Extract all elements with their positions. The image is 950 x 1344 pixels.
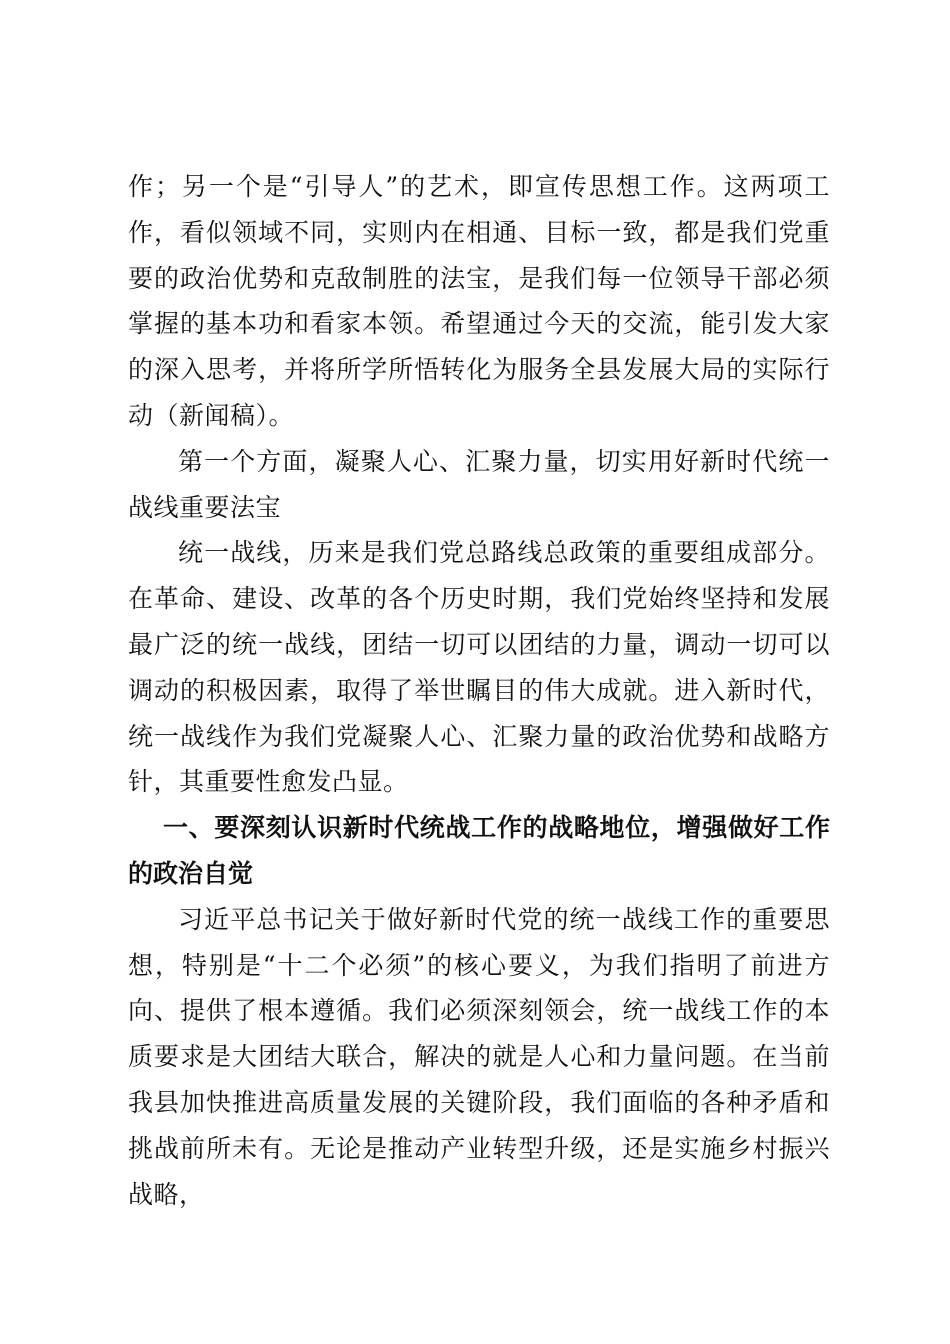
paragraph-section-title: 第一个方面，凝聚人心、汇聚力量，切实用好新时代统一战线重要法宝 — [128, 446, 830, 522]
paragraph-guiding-thought: 习近平总书记关于做好新时代党的统一战线工作的重要思想，特别是“十二个必须”的核心要义，为我们指明了前进方向、提供了根本遵循。我们必须深刻领会，统一战线工作的本质要求是大团结大联合，解决的就是人心和力量问题。在当前我县加快推进高质量发展的关键阶段，我们面临的各种矛盾和挑战前所未有。无论是推动产业转型升级，还是实施乡村振兴战略， — [128, 904, 830, 1209]
section-heading: 一、要深刻认识新时代统战工作的战略地位，增强做好工作的政治自觉 — [128, 813, 830, 888]
paragraph-united-front: 统一战线，历来是我们党总路线总政策的重要组成部分。在革命、建设、改革的各个历史时期，我们党始终坚持和发展最广泛的统一战线，团结一切可以团结的力量，调动一切可以调动的积极因素，取得了举世瞩目的伟大成就。进入新时代，统一战线作为我们党凝聚人心、汇聚力量的政治优势和战略方针，其重要性愈发凸显。 — [128, 538, 830, 797]
document-body — [128, 164, 830, 1217]
paragraph-intro-continuation: 作；另一个是“引导人”的艺术，即宣传思想工作。这两项工作，看似领域不同，实则内在相通、目标一致，都是我们党重要的政治优势和克敌制胜的法宝，是我们每一位领导干部必须掌握的基本功和看家本领。希望通过今天的交流，能引发大家的深入思考，并将所学所悟转化为服务全县发展大局的实际行动（新闻稿）。 — [128, 172, 830, 430]
